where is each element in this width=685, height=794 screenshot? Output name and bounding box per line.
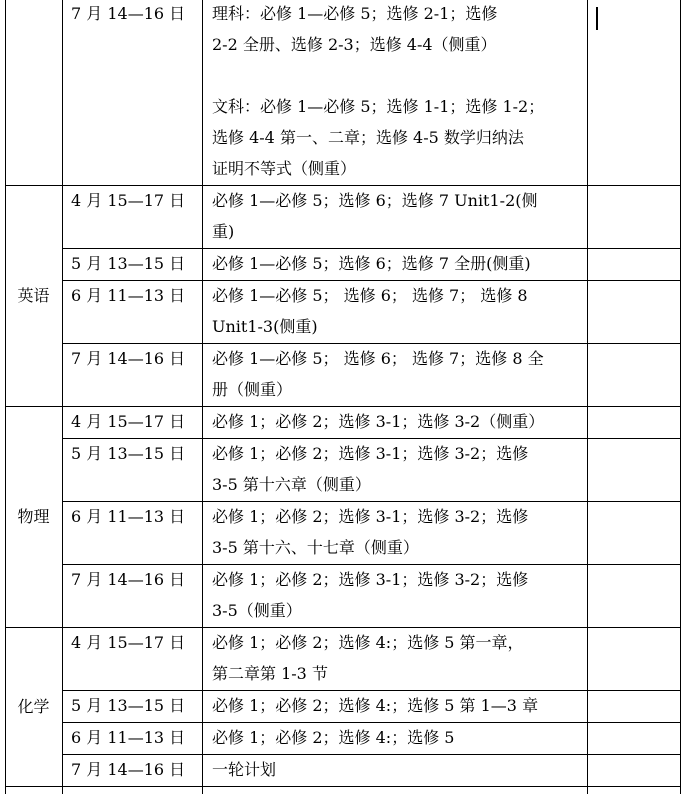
column-divider xyxy=(5,0,6,794)
date-cell: 4 月 15—17 日 xyxy=(71,191,186,210)
column-divider xyxy=(587,0,588,794)
content-line: 第二章第 1-3 节 xyxy=(212,664,328,683)
date-cell: 5 月 13—15 日 xyxy=(71,254,186,273)
content-line: 理科：必修 1—必修 5；选修 2-1；选修 xyxy=(212,4,498,23)
content-line: 2-2 全册、选修 2-3；选修 4-4（侧重） xyxy=(212,35,497,54)
content-line: 必修 1；必修 2；选修 3-1；选修 3-2；选修 xyxy=(212,570,529,589)
date-cell: 7 月 14—16 日 xyxy=(71,349,186,368)
content-line: 必修 1—必修 5； 选修 6； 选修 7；选修 8 全 xyxy=(212,349,544,368)
subject-cell: 化学 xyxy=(17,697,50,716)
content-line: 必修 1；必修 2；选修 4:；选修 5 第一章， xyxy=(212,633,524,652)
row-divider xyxy=(5,185,680,186)
content-line: 3-5（侧重） xyxy=(212,601,302,620)
content-line: 必修 1；必修 2；选修 3-1；选修 3-2；选修 xyxy=(212,444,529,463)
column-divider xyxy=(202,0,203,794)
content-line: 文科：必修 1—必修 5；选修 1-1；选修 1-2； xyxy=(212,97,545,116)
row-divider xyxy=(5,627,680,628)
text-cursor xyxy=(596,7,598,30)
content-line: 选修 4-4 第一、二章；选修 4-5 数学归纳法 xyxy=(212,128,524,147)
date-cell: 4 月 15—17 日 xyxy=(71,633,186,652)
content-line: 必修 1；必修 2；选修 3-1；选修 3-2；选修 xyxy=(212,507,529,526)
content-line: 必修 1；必修 2；选修 3-1；选修 3-2（侧重） xyxy=(212,412,545,431)
content-line: 必修 1—必修 5；选修 6；选修 7 全册(侧重) xyxy=(212,254,531,273)
content-line: 册（侧重） xyxy=(212,380,293,399)
content-line: 重) xyxy=(212,222,235,241)
date-cell: 7 月 14—16 日 xyxy=(71,4,186,23)
content-line: Unit1-3(侧重) xyxy=(212,317,318,336)
date-cell: 6 月 11—13 日 xyxy=(71,286,186,305)
row-divider xyxy=(5,786,680,787)
date-cell: 7 月 14—16 日 xyxy=(71,570,186,589)
content-line: 必修 1—必修 5；选修 6；选修 7 Unit1-2(侧 xyxy=(212,191,538,210)
content-line: 3-5 第十六章（侧重） xyxy=(212,475,371,494)
row-divider xyxy=(5,406,680,407)
content-line: 必修 1；必修 2；选修 4:；选修 5 第 1—3 章 xyxy=(212,696,539,715)
date-cell: 5 月 13—15 日 xyxy=(71,696,186,715)
date-cell: 4 月 15—17 日 xyxy=(71,412,186,431)
content-line: 必修 1—必修 5； 选修 6； 选修 7； 选修 8 xyxy=(212,286,528,305)
date-cell: 5 月 13—15 日 xyxy=(71,444,186,463)
date-cell: 6 月 11—13 日 xyxy=(71,507,186,526)
column-divider xyxy=(680,0,681,794)
content-line: 必修 1；必修 2；选修 4:；选修 5 xyxy=(212,728,455,747)
date-cell: 6 月 11—13 日 xyxy=(71,728,186,747)
subject-cell: 英语 xyxy=(17,286,50,305)
date-cell: 7 月 14—16 日 xyxy=(71,760,186,779)
content-line: 证明不等式（侧重） xyxy=(212,159,357,178)
content-line: 3-5 第十六、十七章（侧重） xyxy=(212,538,419,557)
content-line: 一轮计划 xyxy=(212,760,277,779)
subject-cell: 物理 xyxy=(17,507,50,526)
column-divider xyxy=(62,0,63,794)
